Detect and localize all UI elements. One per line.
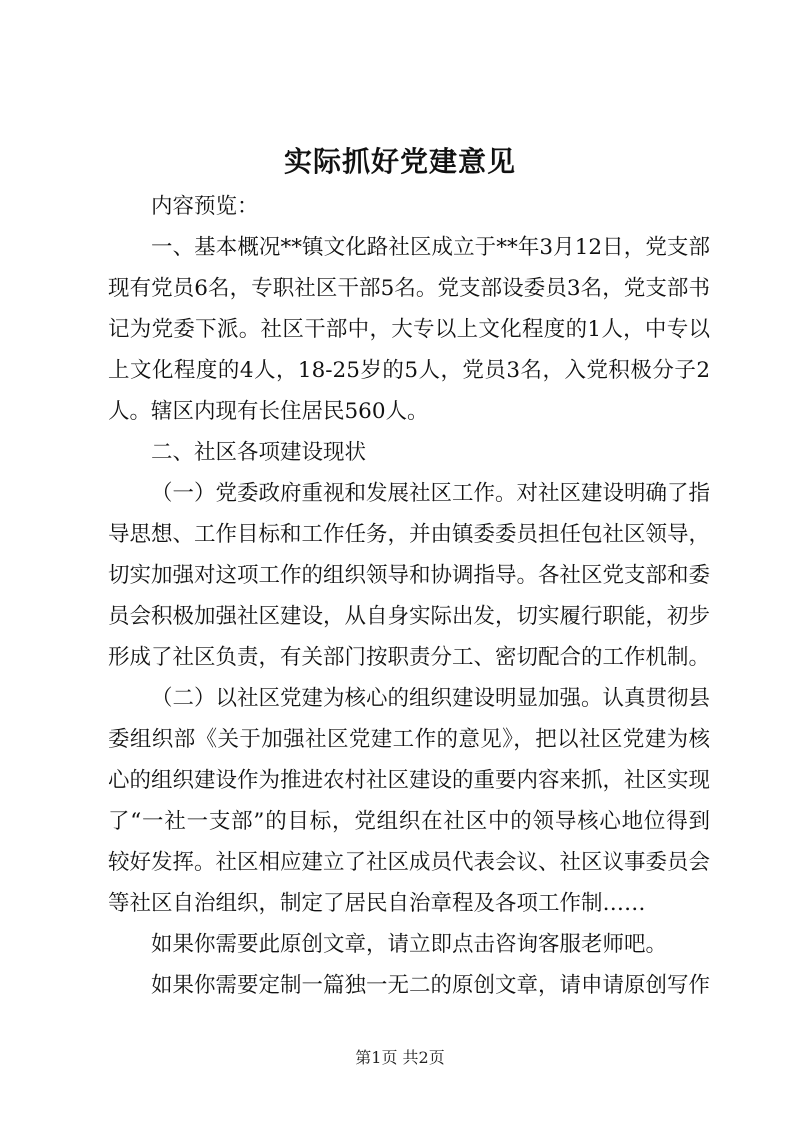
document-title: 实际抓好党建意见 xyxy=(283,145,516,178)
paragraph-consult-service: 如果你需要此原创文章，请立即点击咨询客服老师吧。 xyxy=(151,932,668,957)
document-body xyxy=(108,186,710,1006)
page-number-footer: 第1页 共2页 xyxy=(355,1048,445,1067)
section-heading-current-status: 二、社区各项建设现状 xyxy=(151,440,367,465)
paragraph-party-committee-support: （一）党委政府重视和发展社区工作。对社区建设明确了指导思想、工作目标和工作任务，并由镇委委员担任包社区领导，切实加强对这项工作的组织领导和协调指导。各社区党支部和委员会积极加强社区建设，从自身实际出发，切实履行职能，初步形成了社区负责，有关部门按职责分工、密切配合的工作机制。 xyxy=(108,481,711,670)
paragraph-custom-writing: 如果你需要定制一篇独一无二的原创文章，请申请原创写作 xyxy=(151,973,711,998)
paragraph-organization-building: （二）以社区党建为核心的组织建设明显加强。认真贯彻县委组织部《关于加强社区党建工作的意见》，把以社区党建为核心的组织建设作为推进农村社区建设的重要内容来抓，社区实现了“一社一支部”的目标，党组织在社区中的领导核心地位得到较好发挥。社区相应建立了社区成员代表会议、社区议事委员会等社区自治组织，制定了居民自治章程及各项工作制…… xyxy=(108,686,711,916)
paragraph-basic-overview: 一、基本概况**镇文化路社区成立于**年3月12日，党支部现有党员6名，专职社区干部5名。党支部设委员3名，党支部书记为党委下派。社区干部中，大专以上文化程度的1人，中专以上文化程度的4人，18-25岁的5人，党员3名，入党积极分子2人。辖区内现有长住居民560人。 xyxy=(108,235,710,424)
preview-label: 内容预览： xyxy=(151,194,259,219)
